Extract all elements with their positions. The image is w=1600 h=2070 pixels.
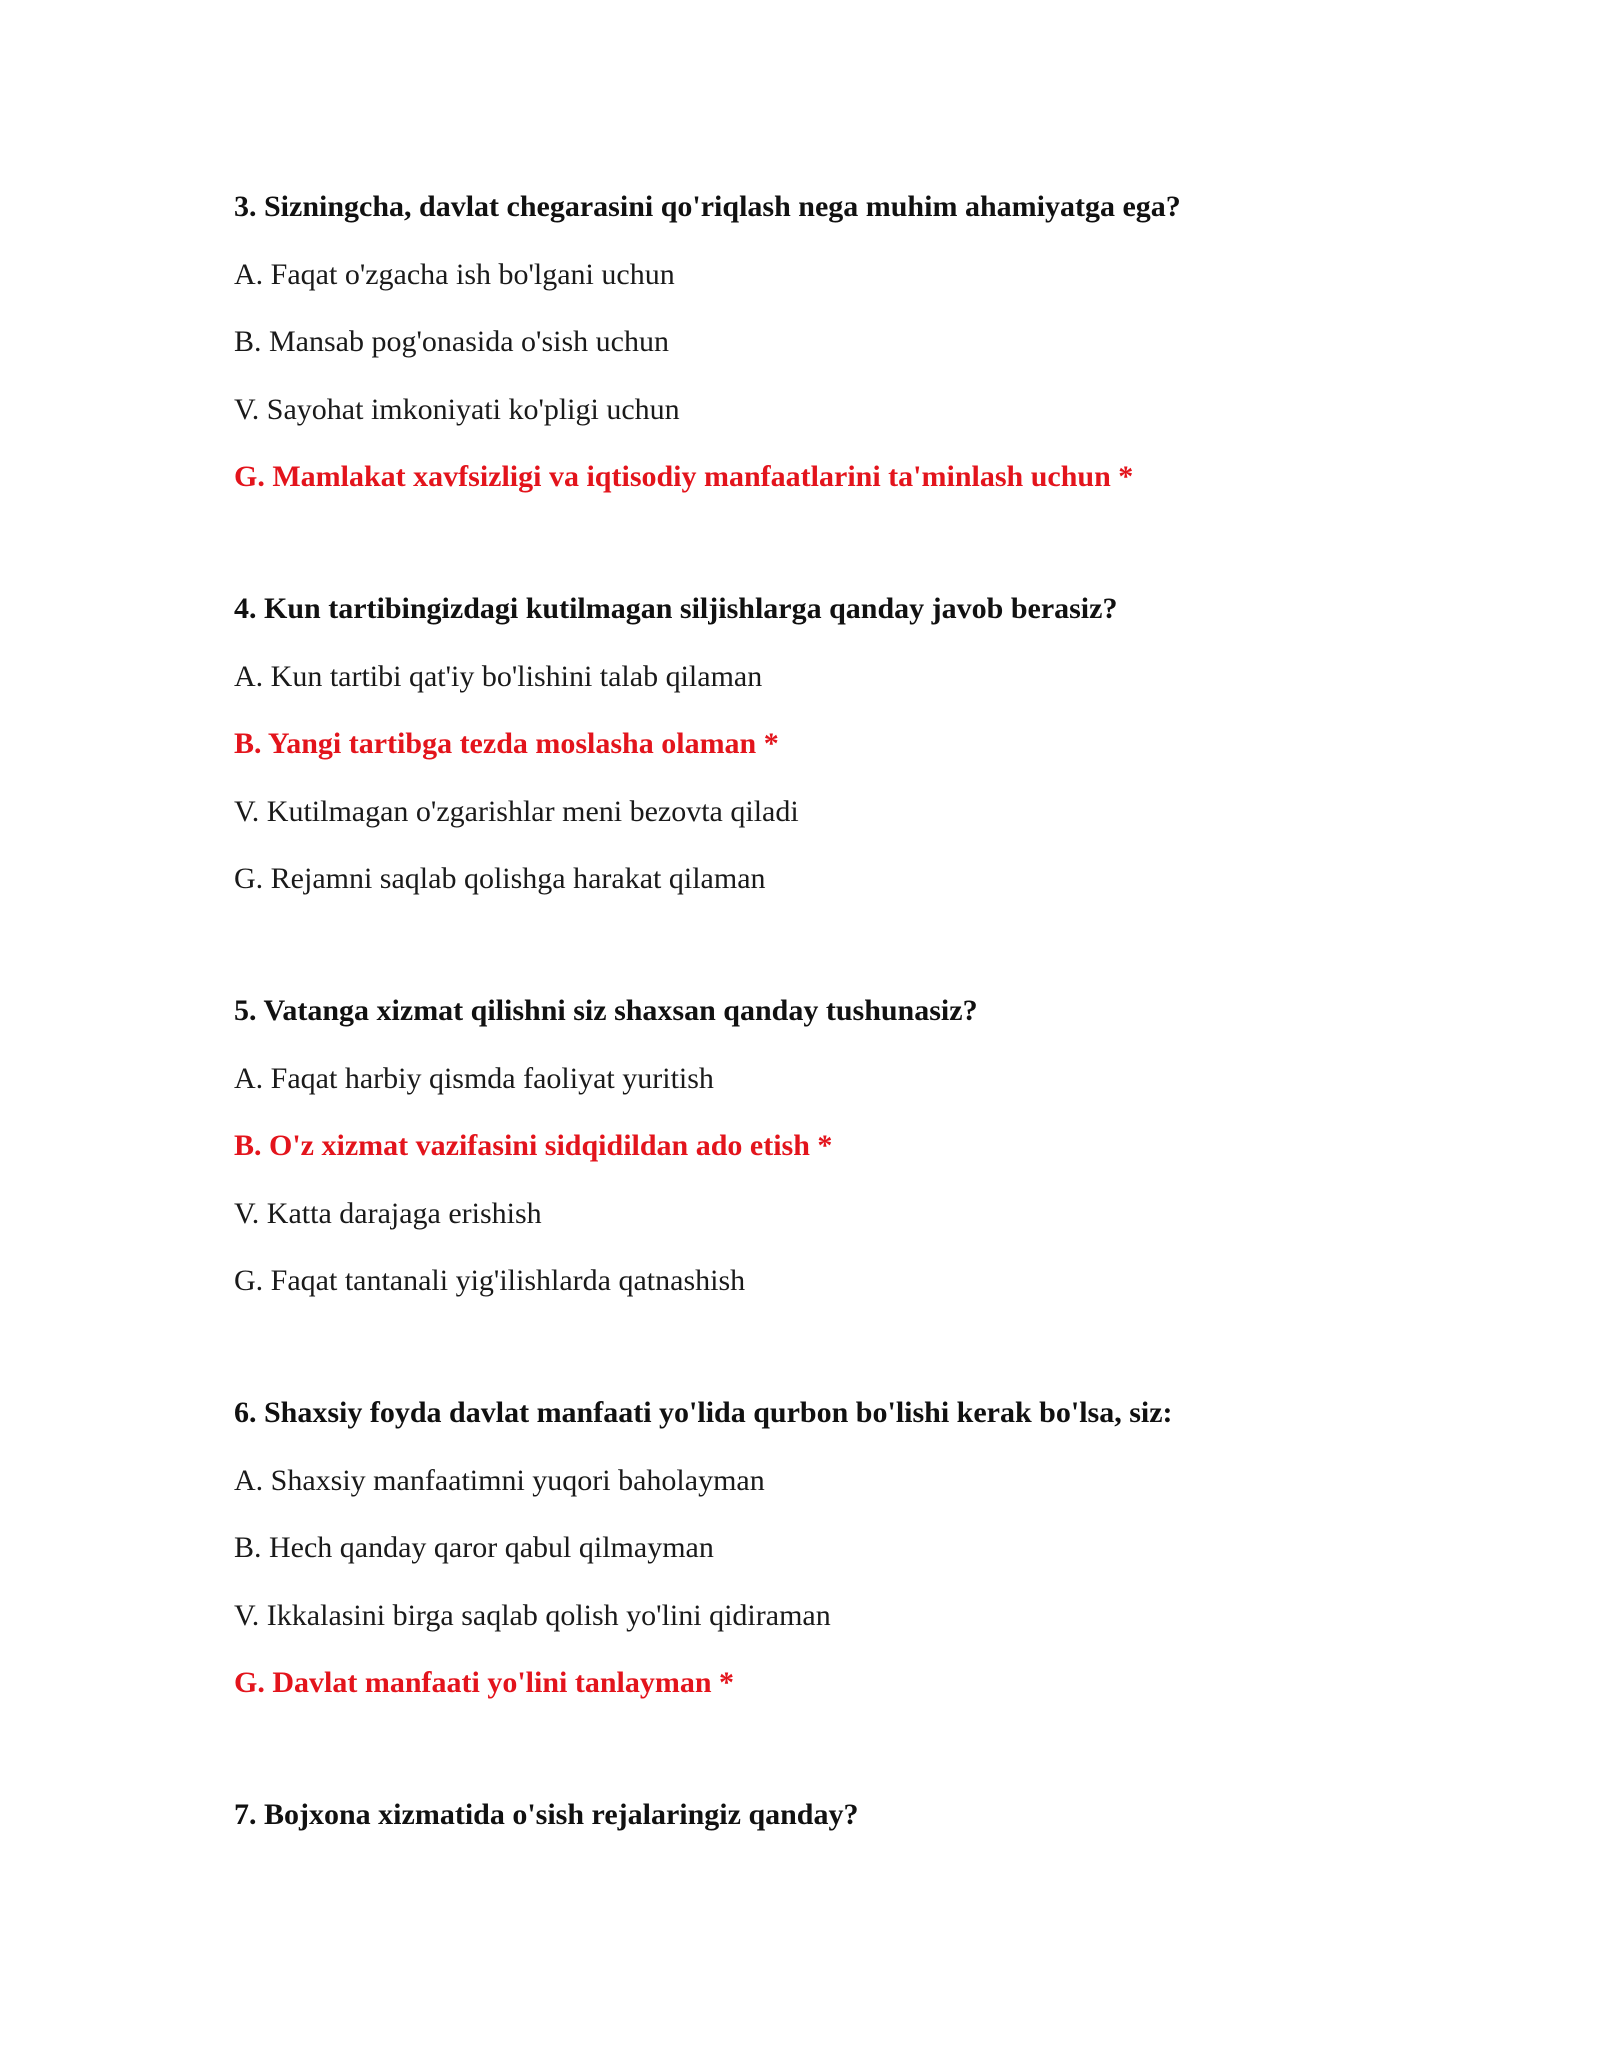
question-6-option-b: B. Hech qanday qaror qabul qilmayman <box>234 1531 714 1564</box>
question-6-text: 6. Shaxsiy foyda davlat manfaati yo'lida qurbon bo'lishi kerak bo'lsa, siz: <box>234 1396 1173 1429</box>
question-6-option-a: A. Shaxsiy manfaatimni yuqori baholayman <box>234 1463 765 1497</box>
question-3-option-v: V. Sayohat imkoniyati ko'pligi uchun <box>234 392 680 426</box>
question-block-7 <box>234 1781 1434 1849</box>
question-3-option-a: A. Faqat o'zgacha ish bo'lgani uchun <box>234 257 675 291</box>
question-5-option-g: G. Faqat tantanali yig'ilishlarda qatnashish <box>234 1264 746 1297</box>
question-7-text: 7. Bojxona xizmatida o'sish rejalaringiz qanday? <box>234 1798 859 1831</box>
question-4-option-g: G. Rejamni saqlab qolishga harakat qilaman <box>234 862 766 895</box>
question-5-option-v: V. Katta darajaga erishish <box>234 1196 542 1230</box>
question-5-text: 5. Vatanga xizmat qilishni siz shaxsan qanday tushunasiz? <box>234 994 978 1027</box>
question-3-option-g-correct: G. Mamlakat xavfsizligi va iqtisodiy manfaatlarini ta'minlash uchun * <box>234 460 1134 493</box>
question-3-option-b: B. Mansab pog'onasida o'sish uchun <box>234 325 669 358</box>
question-4-option-b-correct: B. Yangi tartibga tezda moslasha olaman * <box>234 727 779 760</box>
question-block-6 <box>234 1379 1434 1717</box>
question-block-3 <box>234 173 1434 511</box>
question-4-option-a: A. Kun tartibi qat'iy bo'lishini talab qilaman <box>234 659 763 693</box>
question-block-5 <box>234 977 1434 1315</box>
question-block-4 <box>234 575 1434 913</box>
question-6-option-g-correct: G. Davlat manfaati yo'lini tanlayman * <box>234 1666 735 1699</box>
question-4-option-v: V. Kutilmagan o'zgarishlar meni bezovta qiladi <box>234 794 799 828</box>
question-4-text: 4. Kun tartibingizdagi kutilmagan siljishlarga qanday javob berasiz? <box>234 592 1118 625</box>
question-6-option-v: V. Ikkalasini birga saqlab qolish yo'lini qidiraman <box>234 1598 831 1632</box>
question-3-text: 3. Sizningcha, davlat chegarasini qo'riqlash nega muhim ahamiyatga ega? <box>234 190 1181 223</box>
question-5-option-a: A. Faqat harbiy qismda faoliyat yuritish <box>234 1061 714 1095</box>
question-5-option-b-correct: B. O'z xizmat vazifasini sidqidildan ado etish * <box>234 1129 833 1162</box>
